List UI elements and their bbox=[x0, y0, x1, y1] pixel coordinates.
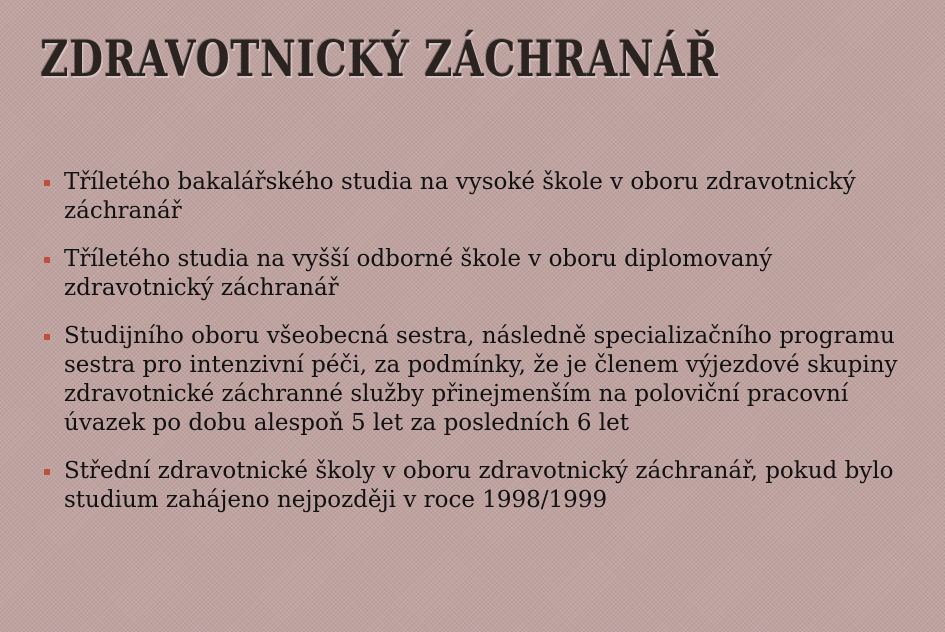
slide-title: ZDRAVOTNICKÝ ZÁCHRANÁŘ bbox=[40, 29, 719, 88]
bullet-text: Střední zdravotnické školy v oboru zdravotnický záchranář, pokud bylo studium zahájeno nejpozději v roce 1998/1999 bbox=[64, 458, 894, 513]
bullet-square-icon bbox=[44, 257, 50, 263]
list-item bbox=[42, 245, 922, 303]
bullet-square-icon bbox=[44, 334, 50, 340]
bullet-text: Studijního oboru všeobecná sestra, následně specializačního programu sestra pro intenzivní péči, za podmínky, že je členem výjezdové skupiny zdravotnické záchranné služby přinejmenším na poloviční pracovní úvazek po dobu alespoň 5 let za posledních 6 let bbox=[64, 323, 898, 436]
bullet-square-icon bbox=[44, 469, 50, 475]
bullet-text: Tříletého studia na vyšší odborné škole v oboru diplomovaný zdravotnický záchranář bbox=[64, 246, 773, 301]
bullet-square-icon bbox=[44, 180, 50, 186]
list-item bbox=[42, 168, 922, 226]
bullet-text: Tříletého bakalářského studia na vysoké škole v oboru zdravotnický záchranář bbox=[64, 169, 856, 224]
list-item bbox=[42, 322, 922, 438]
bullet-list bbox=[42, 168, 922, 534]
list-item bbox=[42, 457, 922, 515]
